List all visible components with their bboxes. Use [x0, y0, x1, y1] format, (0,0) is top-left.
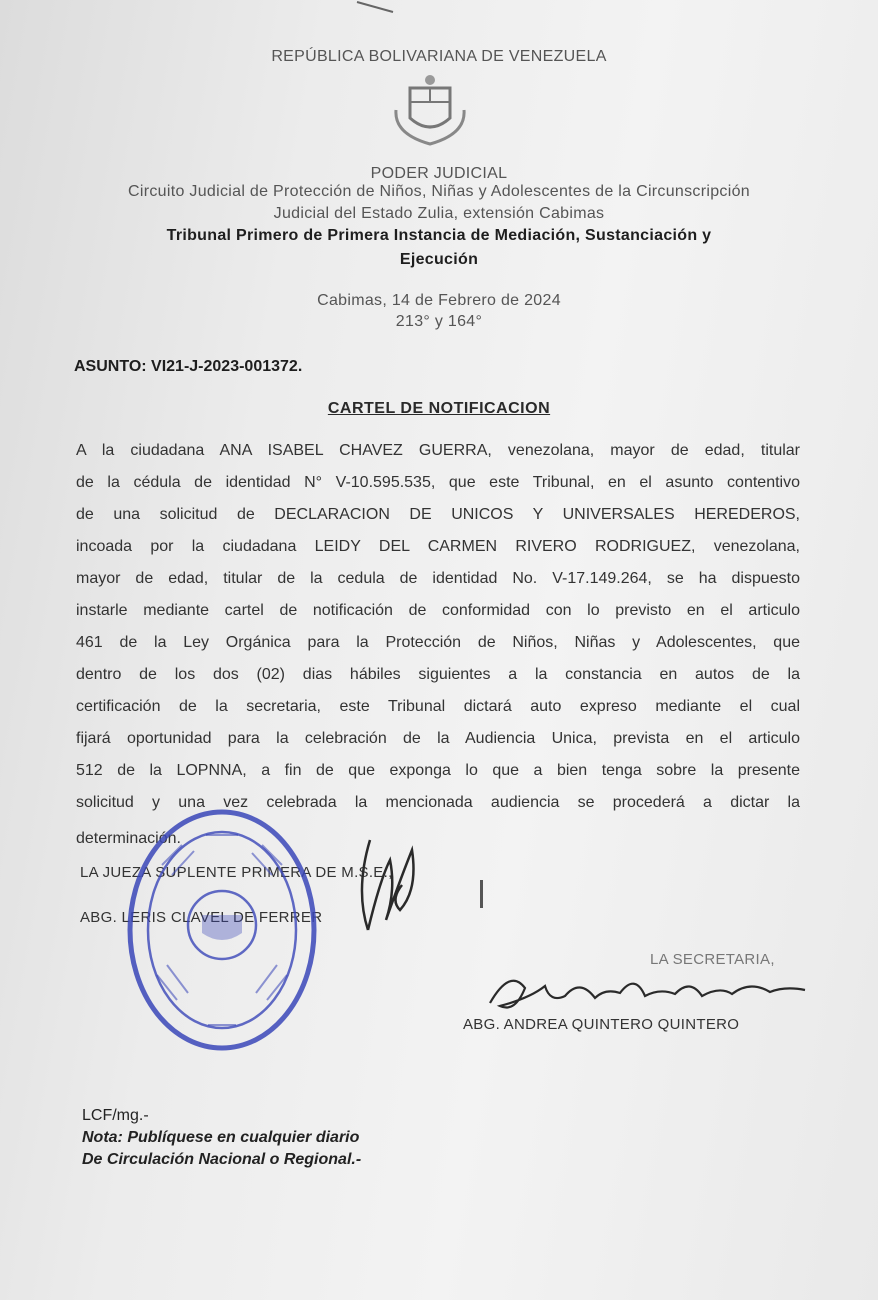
- body-line: solicitud y una vez celebrada la mencionada audiencia se procederá a dictar la: [76, 794, 800, 811]
- header-circuit-line2: Judicial del Estado Zulia, extensión Cabimas: [273, 205, 605, 222]
- body-line: certificación de la secretaria, este Tribunal dictará auto expreso mediante el cual: [76, 698, 800, 715]
- secretary-title: LA SECRETARIA,: [650, 951, 775, 968]
- coat-of-arms-icon: [390, 70, 470, 150]
- footer-initials: LCF/mg.-: [82, 1107, 149, 1124]
- header-power: PODER JUDICIAL: [370, 165, 508, 182]
- judge-title: LA JUEZA SUPLENTE PRIMERA DE M.S.E.,: [80, 864, 393, 881]
- judge-name: ABG. LERIS CLAVEL DE FERRER: [80, 909, 323, 926]
- header-date: Cabimas, 14 de Febrero de 2024: [317, 292, 561, 309]
- header-republic: REPÚBLICA BOLIVARIANA DE VENEZUELA: [271, 48, 607, 65]
- footer-note-line2: De Circulación Nacional o Regional.-: [82, 1151, 362, 1168]
- body-line: de la cédula de identidad N° V-10.595.535, que este Tribunal, en el asunto contentivo: [76, 474, 800, 491]
- judge-signature: [340, 830, 430, 950]
- body-line: de una solicitud de DECLARACION DE UNICOS Y UNIVERSALES HEREDEROS,: [76, 506, 800, 523]
- body-line: dentro de los dos (02) dias hábiles siguientes a la constancia en autos de la: [76, 666, 800, 683]
- body-line: 512 de la LOPNNA, a fin de que exponga lo que a bien tenga sobre la presente: [76, 762, 800, 779]
- ink-mark: [355, 0, 395, 14]
- body-line-last: determinación.: [76, 830, 181, 847]
- body-line: fijará oportunidad para la celebración de la Audiencia Unica, prevista en el articulo: [76, 730, 800, 747]
- document-title: CARTEL DE NOTIFICACION: [327, 400, 551, 417]
- body-line: A la ciudadana ANA ISABEL CHAVEZ GUERRA, venezolana, mayor de edad, titular: [76, 442, 800, 459]
- court-seal-stamp: [122, 805, 322, 1055]
- header-tribunal-line2: Ejecución: [399, 251, 479, 268]
- header-circuit-line1: Circuito Judicial de Protección de Niños, Niñas y Adolescentes de la Circunscripción: [128, 183, 750, 200]
- body-line: instarle mediante cartel de notificación de conformidad con lo previsto en el articulo: [76, 602, 800, 619]
- body-line: 461 de la Ley Orgánica para la Protección de Niños, Niñas y Adolescentes, que: [76, 634, 800, 651]
- secretary-name: ABG. ANDREA QUINTERO QUINTERO: [463, 1016, 740, 1033]
- header-years: 213° y 164°: [395, 313, 483, 330]
- ink-mark: [480, 880, 483, 908]
- body-line: mayor de edad, titular de la cedula de identidad No. V-17.149.264, se ha dispuesto: [76, 570, 800, 587]
- header-tribunal-line1: Tribunal Primero de Primera Instancia de Mediación, Sustanciación y: [166, 227, 712, 244]
- footer-note-line1: Nota: Publíquese en cualquier diario: [82, 1129, 360, 1146]
- case-number: ASUNTO: VI21-J-2023-001372.: [74, 358, 303, 375]
- body-line: incoada por la ciudadana LEIDY DEL CARMEN RIVERO RODRIGUEZ, venezolana,: [76, 538, 800, 555]
